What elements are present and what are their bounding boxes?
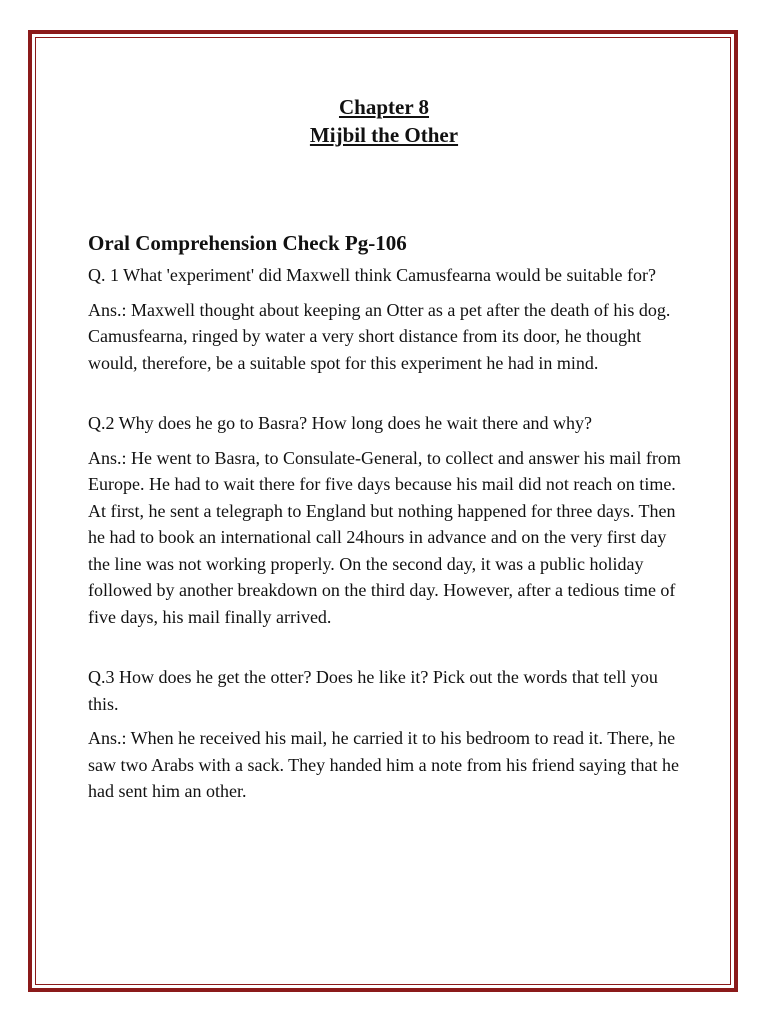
question-3: Q.3 How does he get the otter? Does he like it? Pick out the words that tell you this. <box>88 667 658 714</box>
answer-1: Ans.: Maxwell thought about keeping an Otter as a pet after the death of his dog. Camusfearna, ringed by water a very short distance from its door, he thought would, therefore, be a suitable spot for this experiment he had in mind. <box>88 299 671 373</box>
document-body <box>88 228 688 805</box>
chapter-number: Chapter 8 <box>338 95 430 119</box>
question-1: Q. 1 What 'experiment' did Maxwell think Camusfearna would be suitable for? <box>88 265 657 285</box>
chapter-title: Mijbil the Other <box>309 123 459 147</box>
chapter-header <box>0 93 768 149</box>
section-heading: Oral Comprehension Check Pg-106 <box>88 231 407 255</box>
answer-3: Ans.: When he received his mail, he carried it to his bedroom to read it. There, he saw two Arabs with a sack. They handed him a note from his friend saying that he had sent him an other. <box>88 728 680 801</box>
answer-2: Ans.: He went to Basra, to Consulate-General, to collect and answer his mail from Europe. He had to wait there for five days because his mail did not reach on time. At first, he sent a telegraph to England but nothing happened for three days. Then he had to book an international call 24hours in advance and on the very first day the line was not working properly. On the second day, it was a public holiday followed by another breakdown on the third day. However, after a tedious time of five days, his mail finally arrived. <box>88 447 681 627</box>
question-2: Q.2 Why does he go to Basra? How long does he wait there and why? <box>88 413 593 433</box>
